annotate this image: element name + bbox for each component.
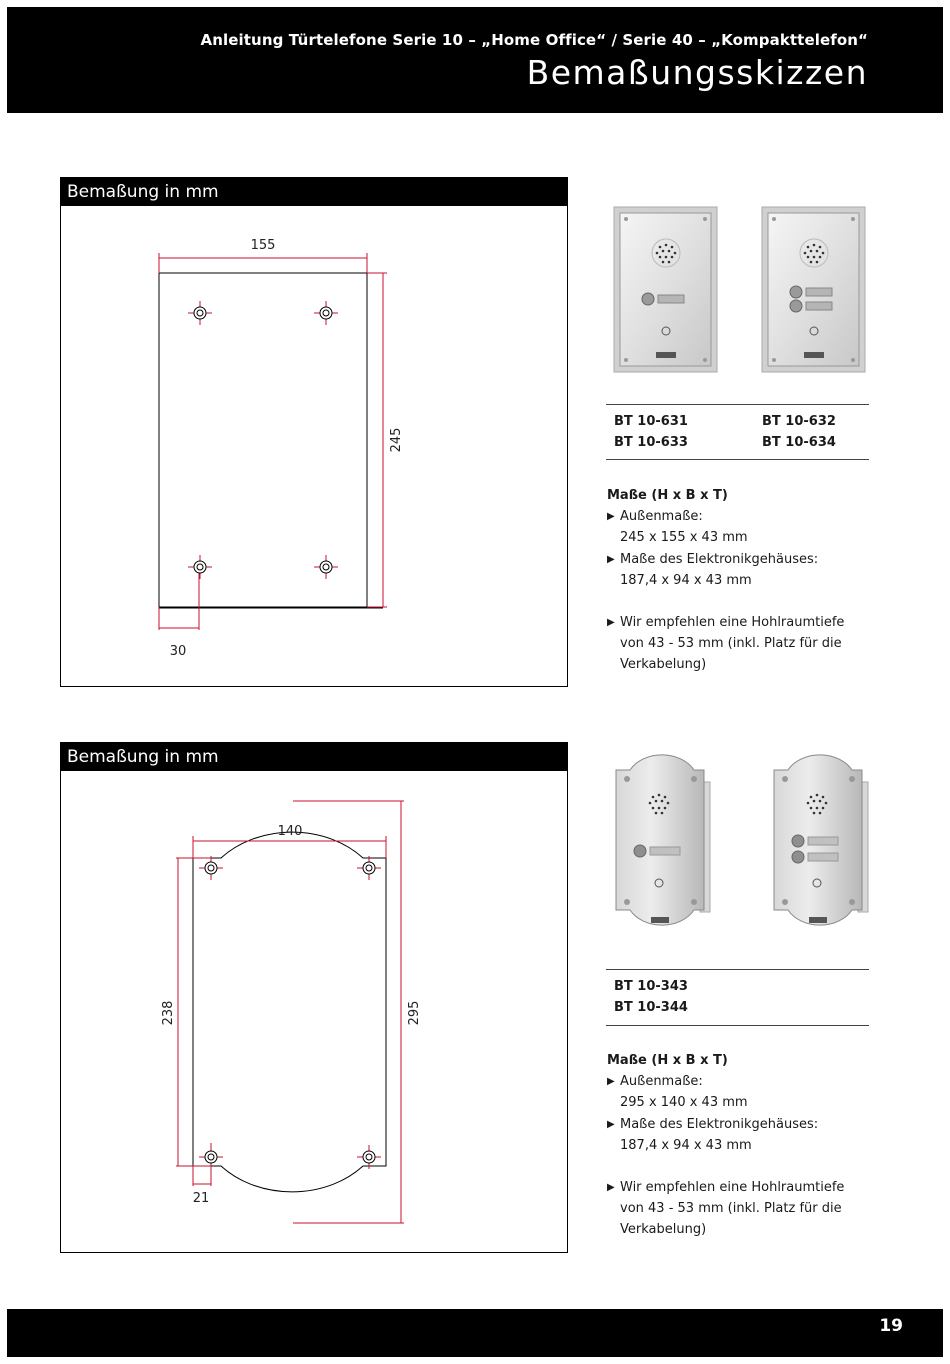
- page-footer: [7, 1309, 943, 1357]
- mount-hole-bottom-left: [199, 1145, 223, 1169]
- width-label: 140: [277, 824, 303, 839]
- mount-hole-bottom-left: [188, 555, 212, 579]
- page-number: 19: [879, 1316, 903, 1336]
- model-table-1: [606, 404, 869, 460]
- spec-list-1: [607, 485, 887, 676]
- inner-height-label: 238: [161, 1000, 176, 1026]
- width-label: 155: [250, 238, 276, 253]
- dimension-drawing-2: [61, 743, 569, 1254]
- mount-hole-top-left: [188, 301, 212, 325]
- arrow-right-icon: ▶: [607, 553, 615, 565]
- model-name: BT 10-632: [762, 414, 836, 429]
- product-images-1: [612, 205, 872, 375]
- arrow-right-icon: ▶: [607, 1118, 615, 1130]
- offset-label: 21: [192, 1191, 210, 1206]
- spec-value: von 43 - 53 mm (inkl. Platz für die: [620, 636, 842, 652]
- model-name: BT 10-633: [614, 435, 688, 450]
- spec-value: 187,4 x 94 x 43 mm: [620, 1137, 752, 1153]
- spec-title: Maße (H x B x T): [607, 488, 728, 503]
- model-name: BT 10-631: [614, 414, 688, 429]
- model-name: BT 10-343: [614, 979, 688, 994]
- dimension-drawing-box-1: [60, 177, 568, 687]
- height-label: 245: [389, 427, 404, 453]
- product-bt10-344-image: [774, 755, 868, 925]
- product-bt10-631-image: [614, 207, 717, 372]
- arrow-right-icon: ▶: [607, 617, 615, 629]
- mount-hole-bottom-right: [314, 555, 338, 579]
- spec-item: ▶ Wir empfehlen eine Hohlraumtiefe: [607, 612, 887, 633]
- spec-value: 295 x 140 x 43 mm: [620, 1095, 748, 1111]
- product-bt10-343-image: [616, 755, 710, 925]
- spec-item: ▶ Außenmaße:: [607, 506, 887, 527]
- model-name: BT 10-344: [614, 1000, 688, 1015]
- plate-outline: [193, 832, 386, 1192]
- spec-value: Verkabelung): [620, 1222, 707, 1238]
- spec-item: ▶ Außenmaße:: [607, 1071, 887, 1092]
- spec-value: Verkabelung): [620, 657, 707, 673]
- product-bt10-632-image: [762, 207, 865, 372]
- product-images-2: [612, 742, 872, 944]
- mount-hole-top-right: [314, 301, 338, 325]
- dimension-drawing-1: [61, 178, 569, 688]
- spec-value: 245 x 155 x 43 mm: [620, 530, 748, 546]
- spec-value: von 43 - 53 mm (inkl. Platz für die: [620, 1201, 842, 1217]
- plate-outline: [159, 273, 367, 607]
- mount-hole-top-right: [357, 856, 381, 880]
- spec-item: ▶ Maße des Elektronikgehäuses:: [607, 549, 887, 570]
- section-heading-2: Bemaßung in mm: [61, 743, 567, 771]
- header-subtitle: Anleitung Türtelefone Serie 10 – „Home Office“ / Serie 40 – „Kompakttelefon“: [200, 31, 868, 49]
- section-heading-1: Bemaßung in mm: [61, 178, 567, 206]
- arrow-right-icon: ▶: [607, 1076, 615, 1088]
- header-title: Bemaßungsskizzen: [526, 53, 868, 92]
- spec-value: 187,4 x 94 x 43 mm: [620, 572, 752, 588]
- offset-label: 30: [169, 644, 187, 659]
- arrow-right-icon: ▶: [607, 1182, 615, 1194]
- dimension-drawing-box-2: [60, 742, 568, 1253]
- model-table-2: [606, 969, 869, 1026]
- spec-item: ▶ Maße des Elektronikgehäuses:: [607, 1114, 887, 1135]
- page-header: [7, 7, 943, 113]
- mount-hole-top-left: [199, 856, 223, 880]
- height-label: 295: [407, 1000, 422, 1026]
- mount-hole-bottom-right: [357, 1145, 381, 1169]
- spec-list-2: [607, 1050, 887, 1241]
- arrow-right-icon: ▶: [607, 511, 615, 523]
- spec-item: ▶ Wir empfehlen eine Hohlraumtiefe: [607, 1177, 887, 1198]
- model-name: BT 10-634: [762, 435, 836, 450]
- spec-title: Maße (H x B x T): [607, 1053, 728, 1068]
